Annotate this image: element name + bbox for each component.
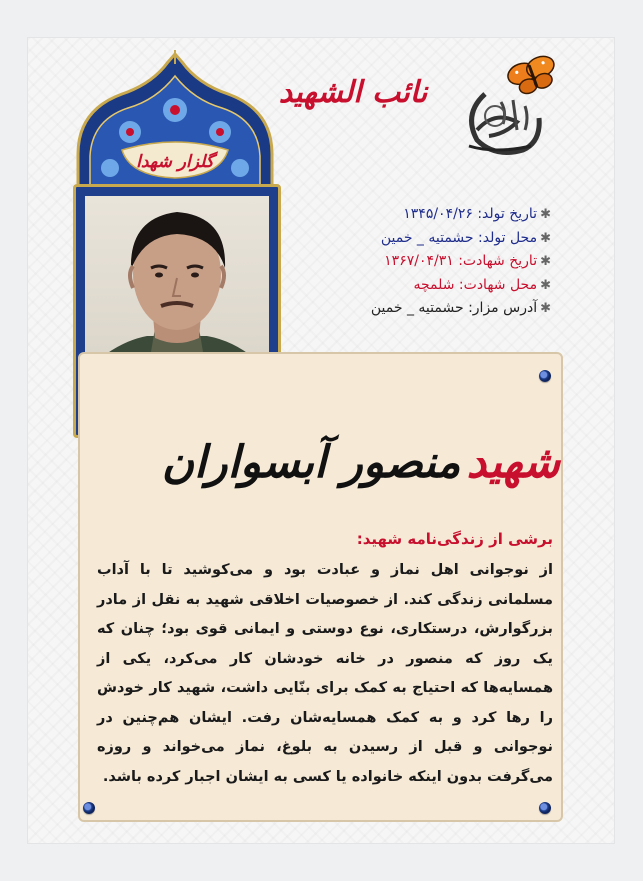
info-list — [301, 203, 551, 321]
info-martyrdom-place: ✱محل شهادت: شلمچه — [413, 276, 551, 293]
name-prefix: شهید — [466, 437, 560, 488]
info-birth-place: ✱محل تولد: حشمتیه _ خمین — [380, 229, 551, 246]
rivet-icon — [539, 370, 551, 382]
poster-title: نائب الشهید — [278, 75, 428, 110]
rivet-icon — [539, 802, 551, 814]
bio-text: از نوجوانی اهل نماز و عبادت بود و می‌کوشید تا با آداب مسلمانی زندگی کند. از خصوصیات اخلاقی شهید به نقل از مادر بزرگوارش، درستکاری، نوع دوستی و ایمانی قوی بود؛ چنان که یک روز که منصور در خانه خودشان کار می‌کرد، یکی از همسایه‌ها که احتیاج به کمک برای بنّایی داشت، شهید کار خودش را رها کرد و به کمک همسایه‌شان رفت. ایشان هم‌چنین در نوجوانی و قبل از رسیدن به بلوغ، نماز می‌خواند و روزه می‌گرفت بدون اینکه خانواده یا کسی به ایشان اجبار کرده باشد. — [97, 562, 553, 785]
bio-heading: برشی از زندگی‌نامه شهید: — [356, 530, 553, 548]
martyr-name: منصور آبسواران — [161, 437, 461, 488]
martyr-name-heading — [161, 418, 560, 508]
islamic-tile-ornament-icon — [70, 50, 280, 195]
info-martyrdom-date: ✱تاریخ شهادت: ۱۳۶۷/۰۴/۳۱ — [384, 253, 551, 269]
rivet-icon — [83, 802, 95, 814]
info-burial-address: ✱آدرس مزار: حشمتیه _ خمین — [370, 300, 551, 316]
ornament-text: گلزار شهدا — [136, 152, 214, 172]
info-birth-date: ✱تاریخ تولد: ۱۳۴۵/۰۴/۲۶ — [403, 206, 551, 222]
butterfly-calligraphy-emblem-icon — [455, 54, 565, 164]
